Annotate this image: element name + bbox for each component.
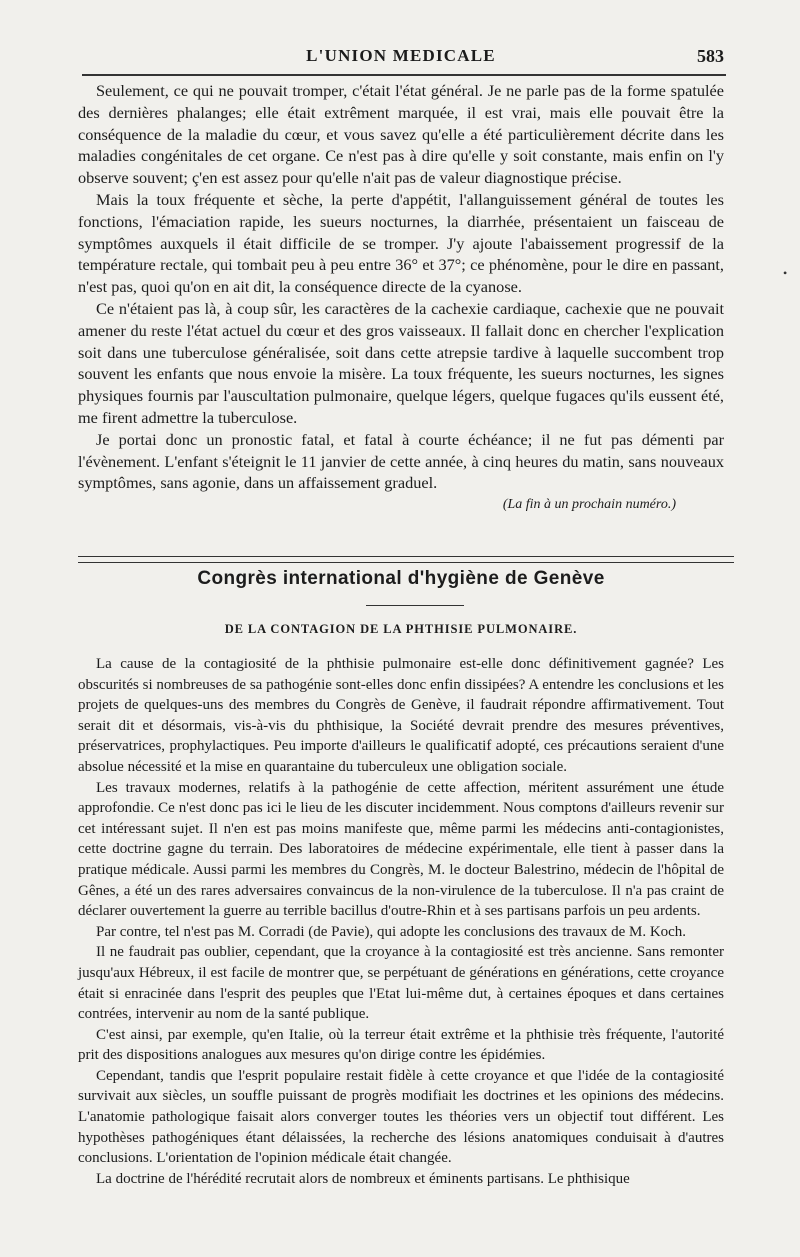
section-title: Congrès international d'hygiène de Genève (197, 568, 605, 589)
section-subtitle: DE LA CONTAGION DE LA PHTHISIE PULMONAIRE. (224, 622, 578, 636)
title-rule (366, 605, 464, 606)
paragraph: C'est ainsi, par exemple, qu'en Italie, où la terreur était extrême et la phthisie très fréquente, l'autorité prit des dispositions analogues aux mesures qu'on dirige contre les épidémies. (78, 1026, 724, 1064)
article-continuation (78, 80, 724, 515)
continuation-note: (La fin à un prochain numéro.) (502, 497, 676, 513)
paragraph: Je portai donc un pronostic fatal, et fatal à courte échéance; il ne fut pas démenti par l'évènement. L'enfant s'éteignit le 11 janvier de cette année, à cinq heures du matin, sans nouveaux symptômes, sans agonie, dans un affaissement graduel. (78, 429, 724, 493)
paragraph: La cause de la contagiosité de la phthisie pulmonaire est-elle donc définitivement gagnée? Les obscurités si nombreuses de sa pathogénie sont-elles donc enfin dissipées? A entendre les conclusions et les projets de quelques-uns des membres du Congrès de Genève, il faudrait répondre affirmativement. Tout serait dit et désormais, vis-à-vis du phthisique, la Société devrait prendre des mesures préventives, préservatrices, prophylactiques. Peu importe d'ailleurs le qualificatif adopté, ces précautions seraient d'une absolue nécessité et la mise en quarantaine du tuberculeux une obligation sociale. (78, 656, 724, 775)
paragraph: Ce n'étaient pas là, à coup sûr, les caractères de la cachexie cardiaque, cachexie que ne pouvait amener du reste l'état actuel du cœur et des gros vaisseaux. Il fallait donc en chercher l'explication soit dans une tuberculose généralisée, soit dans cette atrepsie tardive à laquelle succombent trop souvent les enfants que nous envoie la misère. La toux fréquente, les sueurs nocturnes, les signes physiques fournis par l'auscultation pulmonaire, quelque légers, quelque fugaces qu'ils eussent été, me firent admettre la tuberculose. (78, 298, 724, 427)
paragraph: Les travaux modernes, relatifs à la pathogénie de cette affection, méritent assurément une étude approfondie. Ce n'est donc pas ici le lieu de les discuter incidemment. Nous comptons d'ailleurs revenir sur cet intéressant sujet. Il n'en est pas moins manifeste que, même parmi les médecins anti-contagionistes, cette doctrine gagne du terrain. Des laboratoires de médecine expérimentale, elle tient à passer dans la pratique médicale. Aussi parmi les membres du Congrès, M. le docteur Balestrino, médecin de l'hôpital de Gênes, a été un des rares adversaires convaincus de la non-virulence de la tuberculose. Il n'a pas craint de déclarer ouvertement la guerre au terrible bacillus d'outre-Rhin et à ses partisans parfois un peu ardents. (78, 779, 724, 920)
paragraph: Cependant, tandis que l'esprit populaire restait fidèle à cette croyance et que l'idée de la contagiosité survivait aux siècles, un souffle puissant de progrès modifiait les doctrines et les opinions des médecins. L'anatomie pathologique faisait alors converger toutes les théories vers un objectif tout différent. Les hypothèses pathogéniques étant délaissées, la recherche des lésions anatomiques conduisait à d'autres conclusions. L'orientation de l'opinion médicale était changée. (78, 1067, 724, 1167)
paragraph: Par contre, tel n'est pas M. Corradi (de Pavie), qui adopte les conclusions des travaux de M. Koch. (96, 923, 687, 940)
congress-article (78, 654, 724, 1189)
page-header (78, 36, 724, 76)
paragraph: Mais la toux fréquente et sèche, la perte d'appétit, l'allanguissement général de toutes les fonctions, l'émaciation rapide, les sueurs nocturnes, la diarrhée, présentaient un faisceau de symptômes auxquels il était difficile de se tromper. J'y ajoute l'abaissement progressif de la température rectale, qui tombait peu à peu entre 36° et 37°; ce phénomène, pour le dire en passant, n'est pas, quoi qu'on en ait dit, la conséquence directe de la cyanose. (78, 189, 724, 297)
running-title: L'UNION MEDICALE (306, 46, 496, 65)
paragraph: Il ne faudrait pas oublier, cependant, que la croyance à la contagiosité est très ancienne. Sans remonter jusqu'aux Hébreux, il est facile de montrer que, se perpétuant de générations en générations, cette croyance était si enracinée dans l'esprit des peuples que l'Etat lui-même dut, à certaines époques et dans certaines contrées, intervenir au nom de la santé publique. (78, 944, 724, 1023)
paragraph: Seulement, ce qui ne pouvait tromper, c'était l'état général. Je ne parle pas de la forme spatulée des dernières phalanges; elle était extrêment marquée, il est vrai, mais elle pouvait être la conséquence de la maladie du cœur, et vous savez qu'elle a été particulièrement décrite dans les maladies congénitales de cet organe. Ce n'est pas à dire qu'elle y soit constante, mais enfin on l'y observe souvent; ç'en est assez pour qu'elle n'ait pas de valeur diagnostique précise. (78, 81, 724, 188)
page-number: 583 (697, 46, 724, 66)
paragraph: La doctrine de l'hérédité recrutait alors de nombreux et éminents partisans. Le phthisique (96, 1170, 630, 1187)
print-mark: • (783, 266, 788, 280)
header-rule (82, 74, 726, 76)
section-divider (78, 556, 734, 563)
